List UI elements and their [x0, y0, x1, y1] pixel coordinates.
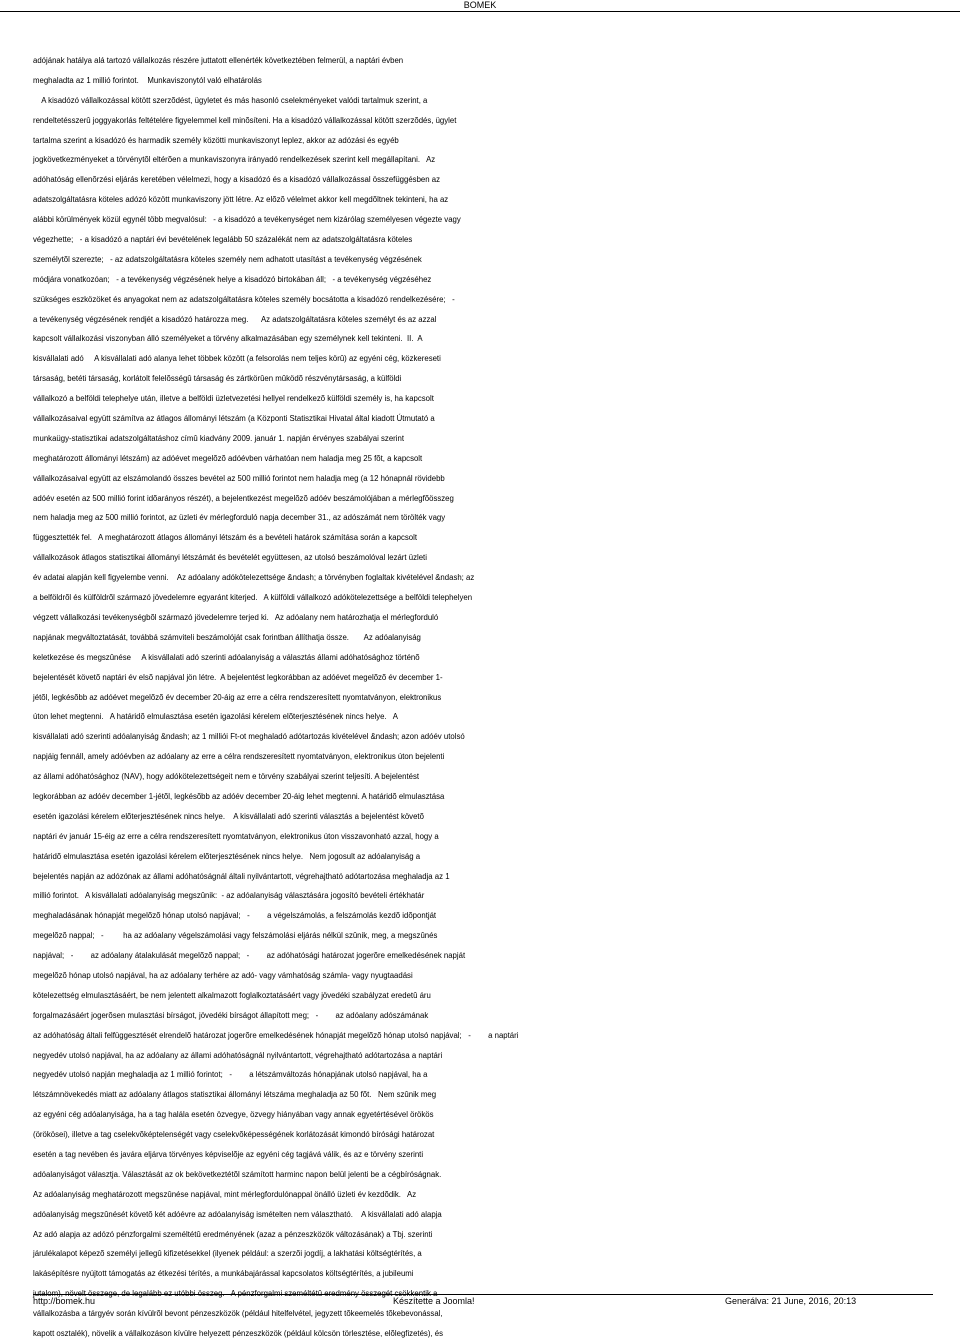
text-line: A kisadózó vállalkozással kötött szerzõdést, ügyletet és más hasonló cselekményeket valódi tartalmuk szerint, a	[33, 95, 428, 105]
text-line: napjáig fennáll, amely adóévben az adóalany az erre a célra rendszeresített nyomtatványon, elektronikus úton bejelenti	[33, 752, 445, 762]
footer-url: http://bomek.hu	[33, 1296, 96, 1306]
text-line: vállalkozásba a tárgyév során kívülrõl bevont pénzeszközök (például hitelfelvétel, jegyzett tõkeemelés tõkebevonással,	[33, 1309, 443, 1319]
text-line: megelõzõ hónap utolsó napjával, ha az adóalany terhére az adó- vagy vámhatóság számla- vagy nyugtaadási	[33, 970, 413, 980]
text-line: forgalmazásáért jogerõsen mulasztási bírságot, jövedéki bírságot állapított meg; - az adóalany adószámának	[33, 1010, 429, 1020]
text-line: kapott osztalék), növelik a vállalkozáson kívülre helyezett pénzeszközök (például kölcsön törlesztése, elõlegfizetés), és	[33, 1329, 443, 1338]
text-line: meghatározott állományi létszám) az adóévet megelõzõ adóévben várhatóan nem haladja meg 25 fõt, a kapcsolt	[33, 453, 423, 463]
text-line: adóalanyiságot választja. Választását az ok bekövetkeztétõl számított harminc napon belül jelenti be a cégbíróságnak.	[33, 1169, 442, 1179]
text-line: az egyéni cég adóalanyisága, ha a tag halála esetén özvegye, özvegy hiányában vagy annak egyetértésével örökös	[33, 1110, 434, 1120]
text-line: esetén igazolási kérelem elõterjesztésének nincs helye. A kisvállalati adó szerinti választás a bejelentést követõ	[33, 811, 424, 821]
text-line: adóév esetén az 500 millió forint idõarányos részét), a bejelentkezést megelõzõ adóév beszámolójában a mérlegfõösszeg	[33, 493, 454, 503]
text-line: a belföldrõl és külföldrõl származó jövedelemre egyaránt kiterjed. A külföldi vállalkozó adókötelezettsége a belföldi telephelyen	[33, 593, 473, 603]
text-line: jogkövetkezményeket a törvénytõl eltérõen a munkaviszonyra irányadó rendelkezések szerint kell megállapítani. Az	[33, 155, 436, 165]
text-line: kötelezettség elmulasztásáért, be nem jelentett alkalmazott foglalkoztatásáért vagy jövedéki szabályzat eredetû áru	[33, 990, 431, 1000]
text-line: adójának hatálya alá tartozó vállalkozás részére juttatott ellenérték következtében felmerül, a naptári évben	[33, 56, 404, 65]
text-line: jutalom), növelt összege, de legalább ez utóbbi összeg. A pénzforgalmi személtétû eredmény összegét csökkentik a	[33, 1289, 438, 1299]
footer-generated: Generálva: 21 June, 2016, 20:13	[725, 1296, 857, 1306]
text-line: tartalma szerint a kisadózó és harmadik személy közötti munkaviszonyt leplez, akkor az adózási és egyéb	[33, 135, 399, 145]
text-line: végzett vállalkozási tevékenységbõl származó jövedelemre terjed ki. Az adóalany nem határozhatja el mérlegforduló	[33, 612, 439, 622]
article-body	[33, 51, 960, 1344]
text-line: járulékalapot képezõ személyi jellegû kifizetésekkel (ilyenek például: a szerzõi jogdíj, a lakhatási költségtérítés, a	[33, 1249, 422, 1259]
text-line: napjával; - az adóalany átalakulását megelõzõ nappal; - az adóhatósági határozat jogerõre emelkedésének napját	[33, 951, 466, 961]
page-footer	[33, 1294, 933, 1307]
text-line: a tevékenység végzésének rendjét a kisadózó határozza meg. Az adatszolgáltatásra köteles személyt és az azzal	[33, 314, 437, 324]
text-line: adóalanyiság megszûnését követõ két adóévre az adóalanyiság ismételten nem választható. A kisvállalati adó alapja	[33, 1209, 442, 1219]
text-line: személytõl szerezte; - az adatszolgáltatásra köteles személy nem adhatott utasítást a tevékenység végzésének	[33, 254, 422, 264]
text-line: millió forintot. A kisvállalati adóalanyiság megszûnik: - az adóalanyiság választására jogosító bevételi értékhatár	[33, 891, 425, 901]
text-line: meghaladta az 1 millió forintot. Munkaviszonytól való elhatárolás	[33, 75, 262, 85]
text-line: szükséges eszközöket és anyagokat nem az adatszolgáltatásra köteles személy bocsátotta a kisadózó rendelkezésére; -	[33, 294, 455, 304]
text-line: társaság, betéti társaság, korlátolt felelõsségû társaság és zártkörûen mûködõ részvénytársaság, a külföldi	[33, 374, 402, 384]
page-header	[0, 0, 960, 12]
text-line: keletkezése és megszûnése A kisvállalati adó szerinti adóalanyiság a választás állami adóhatósághoz történõ	[33, 652, 420, 662]
text-line: adatszolgáltatásra köteles adózó között munkaviszony jött létre. Az elõzõ vélelmet akkor kell megdõltnek tekinteni, ha az	[33, 195, 449, 205]
text-line: negyedév utolsó napjával, ha az adóalany az állami adóhatóságnál nyilvántartott, végrehajtható adótartozása a naptári	[33, 1050, 443, 1060]
text-line: kisvállalati adó A kisvállalati adó alanya lehet többek között (a felsorolás nem teljes körû) az egyéni cég, közkereseti	[33, 354, 441, 364]
text-line: év adatai alapján kell figyelembe venni. Az adóalany adókötelezettsége &ndash; a törvényben foglaltak kivételével &ndash; az	[33, 573, 475, 583]
text-line: vállalkozásaival együtt számítva az átlagos állományi létszám (a Központi Statisztikai Hivatal által kiadott Útmutató a	[33, 414, 435, 424]
text-line: vállalkozásaival együtt az elszámolandó összes bevétel az 500 millió forintot nem haladja meg (a 12 hónapnál rövidebb	[33, 473, 445, 483]
text-line: legkorábban az adóév december 1-jétõl, legkésõbb az adóév december 20-áig lehet megtenni. A határidõ elmulasztása	[33, 791, 445, 801]
text-line: kapcsolt vállalkozási viszonyban álló személyeket a törvény alkalmazásában egy személynek kell tekinteni. II. A	[33, 334, 423, 344]
text-line: az állami adóhatósághoz (NAV), hogy adókötelezettségeit nem e törvény szabályai szerint teljesíti. A bejelentést	[33, 772, 420, 782]
text-line: függesztették fel. A meghatározott átlagos állományi létszám és a bevételi határok számítása során a kapcsolt	[33, 533, 417, 543]
text-line: (örökösei), illetve a tag cselekvõképtelenségét vagy cselekvõképességének korlátozását kimondó bírósági határozat	[33, 1130, 435, 1140]
text-line: negyedév utolsó napján meghaladja az 1 millió forintot; - a létszámváltozás hónapjának utolsó napjával, ha a	[33, 1070, 428, 1080]
text-line: napjának megváltoztatását, továbbá számviteli beszámolóját csak forintban állíthatja össze. Az adóalanyiság	[33, 632, 421, 642]
text-line: naptári év január 15-éig az erre a célra rendszeresített nyomtatványon, elektronikus úton visszavonható azzal, hogy a	[33, 831, 439, 841]
text-line: jétõl, legkésõbb az adóévet megelõzõ év december 20-áig az erre a célra rendszeresített nyomtatványon, elektronikus	[33, 692, 442, 702]
text-line: bejelentés napján az adózónak az állami adóhatóságnál általi nyilvántartott, végrehajtható adótartozása meghaladja az 1	[33, 871, 450, 881]
text-line: kisvállalati adó szerinti adóalanyiság &ndash; az 1 milliói Ft-ot meghaladó adótartozás kivételével &ndash; azon adóév utolsó	[33, 732, 465, 742]
text-line: lakásépítésre nyújtott támogatás az étkezési térítés, a munkábajárással kapcsolatos költségtérítés, a jubileumi	[33, 1269, 414, 1279]
text-line: Az adóalanyiság meghatározott megszûnése napjával, mint mérlegfordulónappal önálló üzleti év kezdõdik. Az	[33, 1189, 417, 1199]
text-line: alábbi körülmények közül egynél több megvalósul: - a kisadózó a tevékenységet nem kizárólag személyesen végezte vagy	[33, 215, 461, 225]
text-line: vállalkozások átlagos statisztikai állományi létszámát és bevételét együttesen, az utolsó beszámolóval lezárt üzleti	[33, 553, 427, 563]
text-line: létszámnövekedés miatt az adóalany átlagos statisztikai állományi létszáma meghaladja az 50 fõt. Nem szûnik meg	[33, 1090, 437, 1100]
text-line: az adóhatóság általi felfüggesztését elrendelõ határozat jogerõre emelkedésének hónapját megelõzõ hónap utolsó napjával; - a naptári	[33, 1030, 519, 1040]
text-line: rendeltetésszerû joggyakorlás feltételére figyelemmel kell minõsíteni. Ha a kisadózó vállalkozással kötött szerzõdés, ügylet	[33, 115, 457, 125]
text-line: esetén a tag nevében és javára eljárva törvényes képviselõje az egyéni cég tagjává válik, és az e törvény szerinti	[33, 1149, 424, 1159]
text-line: munkaügy-statisztikai adatszolgáltatáshoz címû kiadvány 2009. január 1. napján érvényes szabályai szerint	[33, 433, 404, 443]
text-line: végezhette; - a kisadózó a naptári évi bevételének legalább 50 százalékát nem az adatszolgáltatásra köteles	[33, 235, 413, 245]
text-line: adóhatóság ellenõrzési eljárás keretében vélelmezi, hogy a kisadózó és a kisadózó vállalkozással összefüggésben az	[33, 175, 440, 185]
text-line: módjára vonatkozóan; - a tevékenység végzésének helye a kisadózó birtokában áll; - a tevékenység végzéséhez	[33, 274, 432, 284]
text-line: megelõzõ nappal; - ha az adóalany végelszámolási vagy felszámolási eljárás nélkül szûnik, meg, a megszûnés	[33, 931, 438, 941]
text-line: nem haladja meg az 500 millió forintot, az üzleti év mérlegforduló napja december 31., az adószámát nem törölték vagy	[33, 513, 446, 523]
footer-made-by: Készítette a Joomla!	[393, 1296, 475, 1306]
text-line: Az adó alapja az adózó pénzforgalmi személtétû eredményének (azaz a pénzeszközök változásának) a Tbj. szerinti	[33, 1229, 433, 1239]
text-line: vállalkozó a belföldi telephelye után, illetve a belföldi üzletvezetési hellyel rendelkezõ külföldi személy is, ha kapcsolt	[33, 394, 434, 404]
text-line: határidõ elmulasztása esetén igazolási kérelem elõterjesztésének nincs helye. Nem jogosult az adóalanyiság a	[33, 851, 421, 861]
text-line: úton lehet megtenni. A határidõ elmulasztása esetén igazolási kérelem elõterjesztésének nincs helye. A	[33, 712, 398, 722]
text-line: meghaladásának hónapját megelõzõ hónap utolsó napjával; - a végelszámolás, a felszámolás kezdõ idõpontját	[33, 911, 437, 921]
header-title: BOMEK	[463, 0, 497, 10]
text-line: bejelentését követõ naptári év elsõ napjával jön létre. A bejelentést legkorábban az adóévet megelõzõ év december 1-	[33, 672, 443, 682]
